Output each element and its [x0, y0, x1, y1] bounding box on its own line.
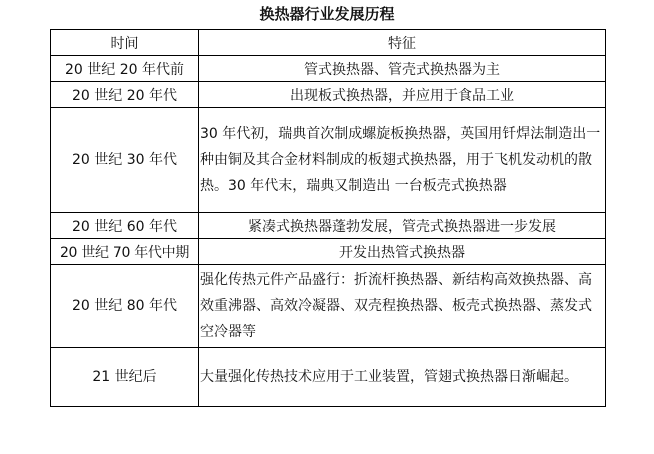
- feature-cell: 紧凑式换热器蓬勃发展，管壳式换热器进一步发展: [199, 213, 606, 239]
- period-cell: 20 世纪 20 年代前: [51, 56, 199, 82]
- feature-cell: 大量强化传热技术应用于工业装置，管翅式换热器日渐崛起。: [199, 348, 606, 407]
- header-time: 时间: [51, 30, 199, 56]
- period-cell: 20 世纪 80 年代: [51, 265, 199, 348]
- header-feature: 特征: [199, 30, 606, 56]
- table-row: [51, 213, 606, 239]
- table-row: [51, 82, 606, 108]
- period-cell: 20 世纪 30 年代: [51, 108, 199, 213]
- history-table: [50, 29, 606, 407]
- table-row: [51, 56, 606, 82]
- period-cell: 20 世纪 60 年代: [51, 213, 199, 239]
- table-row: [51, 239, 606, 265]
- period-cell: 21 世纪后: [51, 348, 199, 407]
- feature-cell: 出现板式换热器，并应用于食品工业: [199, 82, 606, 108]
- feature-cell: 开发出热管式换热器: [199, 239, 606, 265]
- table-header-row: [51, 30, 606, 56]
- period-cell: 20 世纪 70 年代中期: [51, 239, 199, 265]
- feature-cell: 强化传热元件产品盛行：折流杆换热器、新结构高效换热器、高效重沸器、高效冷凝器、双壳程换热器、板壳式换热器、蒸发式空冷器等: [199, 265, 606, 348]
- period-cell: 20 世纪 20 年代: [51, 82, 199, 108]
- feature-cell: 管式换热器、管壳式换热器为主: [199, 56, 606, 82]
- feature-cell: 30 年代初，瑞典首次制成螺旋板换热器，英国用钎焊法制造出一种由铜及其合金材料制成的板翅式换热器，用于飞机发动机的散热。30 年代末，瑞典又制造出 一台板壳式换热器: [199, 108, 606, 213]
- table-row: [51, 348, 606, 407]
- table-row: [51, 265, 606, 348]
- table-row: [51, 108, 606, 213]
- document-title: 换热器行业发展历程: [259, 5, 395, 23]
